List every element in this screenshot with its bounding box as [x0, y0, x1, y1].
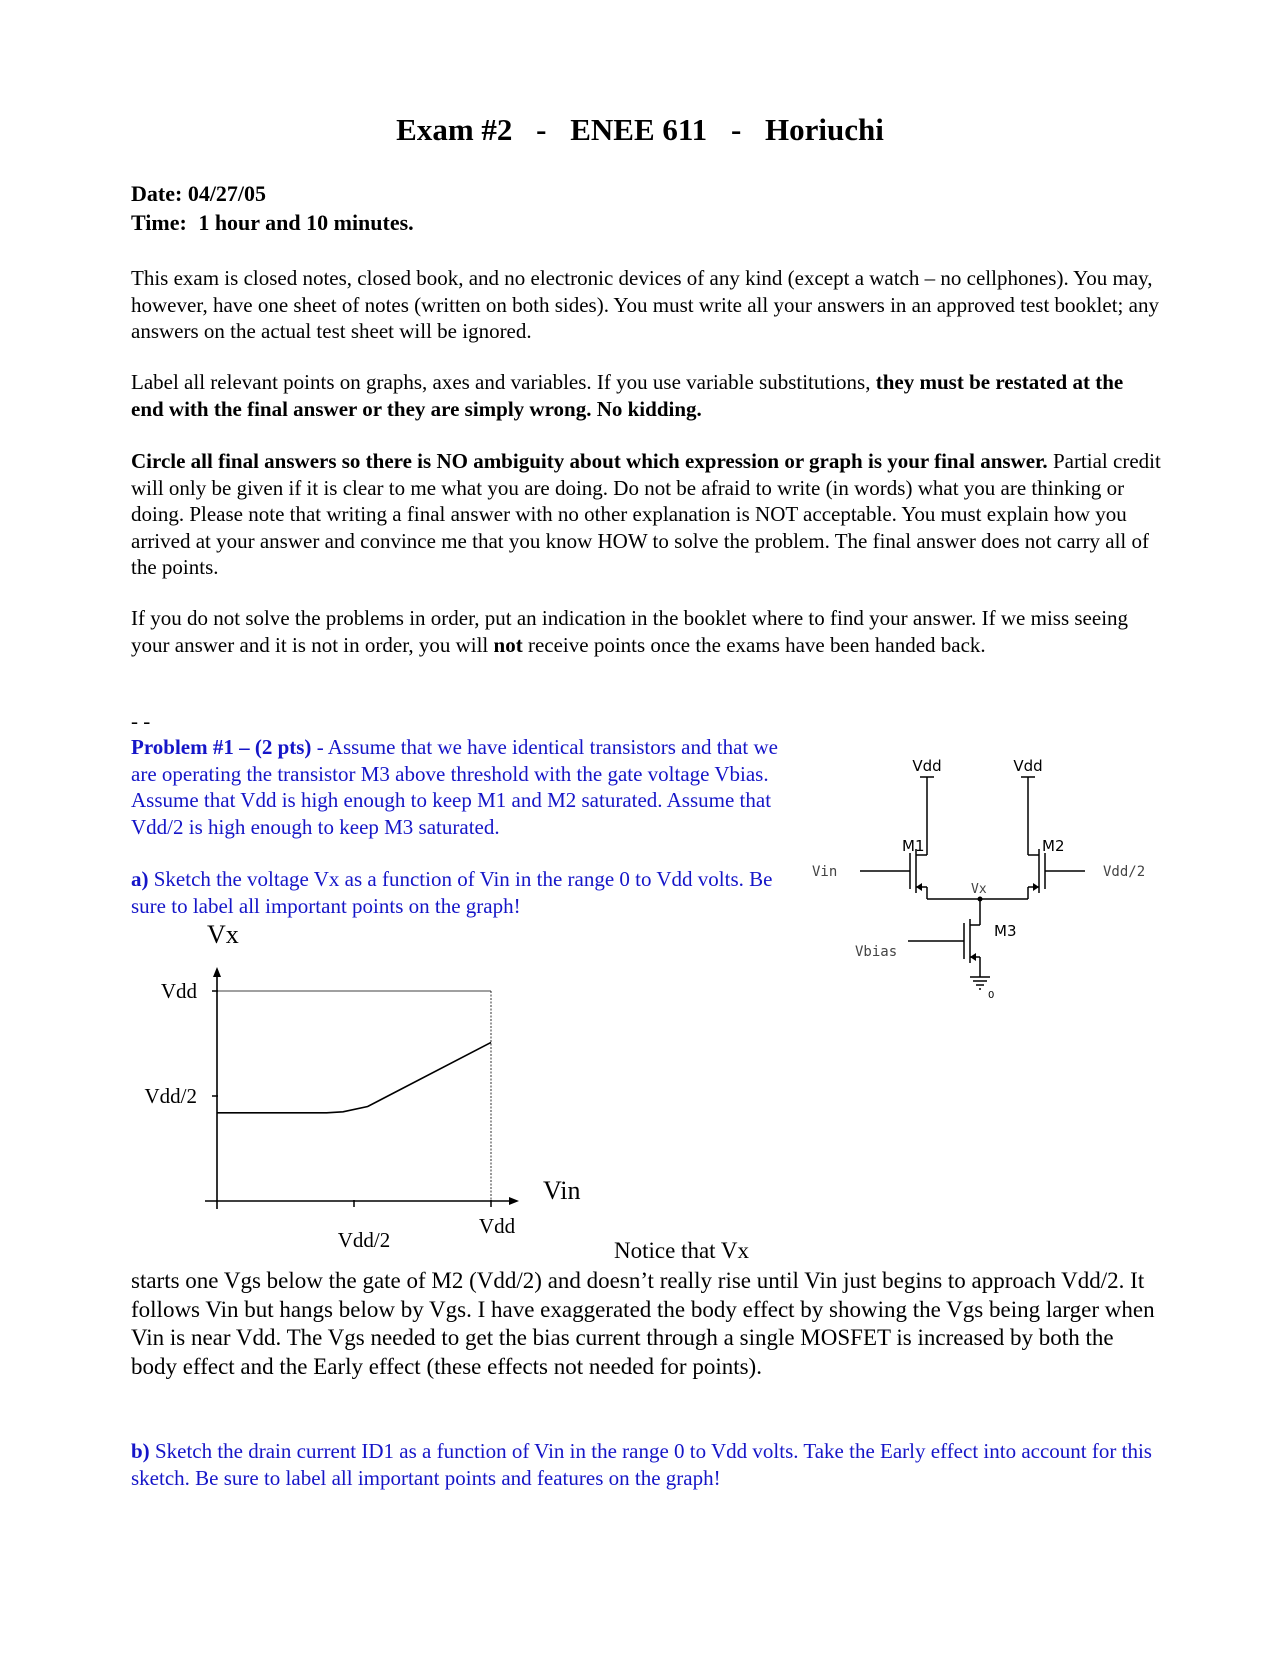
problem-1b-label: b): [131, 1439, 150, 1463]
x-tick-label-vdd-half: Vdd/2: [337, 1228, 391, 1252]
vdd-label-right: Vdd: [1013, 757, 1043, 775]
y-tick-label-vdd-half: Vdd/2: [144, 1084, 197, 1108]
problem-1a-label: a): [131, 867, 149, 891]
exam-meta: [131, 179, 1161, 237]
ground-label: 0: [988, 990, 995, 1001]
y-tick-label-vdd: Vdd: [160, 979, 197, 1003]
m1-label: M1: [902, 837, 925, 855]
m1-source-arrow: [916, 883, 922, 891]
course-code: ENEE 611: [570, 112, 708, 147]
title-separator-1: -: [536, 112, 547, 147]
date-label: Date:: [131, 181, 183, 206]
vin-label: Vin: [812, 864, 838, 880]
title-separator-2: -: [730, 112, 742, 147]
instructions-p4-bold: not: [493, 632, 523, 657]
instructions-p4-a: If you do not solve the problems in order, put an indication in the booklet where to find your answer. If we miss seeing your answer and it is not in order, you will: [131, 606, 1129, 657]
vdd-half-label: Vdd/2: [1103, 864, 1146, 880]
y-axis-arrow: [213, 967, 221, 977]
instructions-paragraph-3: [131, 448, 1161, 581]
section-separator: - -: [131, 709, 151, 733]
m2-label: M2: [1042, 837, 1065, 855]
vx-vs-vin-chart: [125, 925, 595, 1255]
vbias-label: Vbias: [855, 944, 898, 960]
time-label: Time:: [131, 210, 187, 235]
exam-number: Exam #2: [396, 112, 513, 147]
vdd-label-left: Vdd: [912, 757, 942, 775]
x-axis-label: Vin: [543, 1176, 581, 1205]
problem-1b-question: [131, 1438, 1161, 1491]
m3-label: M3: [994, 922, 1017, 940]
x-axis-arrow: [509, 1197, 519, 1205]
time-line: [131, 208, 1161, 237]
m3-source-arrow: [970, 953, 976, 961]
m2-source-arrow: [1033, 883, 1039, 891]
date-value: 04/27/05: [187, 181, 267, 206]
time-value: 1 hour and 10 minutes.: [198, 210, 414, 235]
instructions-p2-normal: Label all relevant points on graphs, axes and variables. If you use variable substitutions,: [131, 370, 871, 394]
instructor-name: Horiuchi: [765, 112, 884, 147]
vx-node-dot: [978, 897, 983, 902]
instructions-p2-bold: they must be restated at the end with the final answer or they are simply wrong. No kidding.: [131, 370, 1124, 421]
problem-1b-text: Sketch the drain current ID1 as a function of Vin in the range 0 to Vdd volts. Take the Early effect into account for this sketch. Be sure to label all important points and features on the graph!: [131, 1439, 1152, 1490]
chart-axes: [205, 975, 511, 1209]
problem-1a-answer: starts one Vgs below the gate of M2 (Vdd/2) and doesn’t really rise until Vin just begins to approach Vdd/2. It follows Vin but hangs below by Vgs. I have exaggerated the body effect by showing the Vgs being larger when Vin is near Vdd. The Vgs needed to get the bias current through a single MOSFET is increased by both the body effect and the Early effect (these effects not needed for points).: [131, 1268, 1155, 1379]
vx-label: Vx: [971, 882, 987, 897]
problem-1-text: - Assume that we have identical transistors and that we are operating the transistor M3 above threshold with the gate voltage Vbias. Assume that Vdd is high enough to keep M1 and M2 saturated. Assume that Vdd/2 is high enough to keep M3 saturated.: [131, 735, 778, 839]
x-tick-label-vdd: Vdd: [478, 1214, 516, 1238]
problem-1a-question: [131, 866, 781, 919]
instructions-paragraph-4: [131, 605, 1161, 658]
problem-1a-text: Sketch the voltage Vx as a function of Vin in the range 0 to Vdd volts. Be sure to label all important points on the graph!: [131, 867, 773, 918]
vx-series-line: [217, 1042, 491, 1112]
circuit-schematic: [800, 745, 1180, 1015]
problem-1-statement: [131, 734, 781, 840]
instructions-p3-bold: Circle all final answers so there is NO ambiguity about which expression or graph is your final answer.: [131, 449, 1048, 473]
instructions-paragraph-2: [131, 369, 1161, 422]
instructions-p4-b: receive points once the exams have been handed back.: [527, 632, 986, 657]
instructions-p3-normal: Partial credit will only be given if it is clear to me what you are doing. Do not be afraid to write (in words) what you are thinking or doing. Please note that writing a final answer with no other explanation is NOT acceptable. You must explain how you arrived at your answer and convince me that you know HOW to solve the problem. The final answer does not carry all of the points.: [131, 449, 1161, 579]
y-axis-label: Vx: [207, 925, 239, 949]
instructions-paragraph-1: This exam is closed notes, closed book, and no electronic devices of any kind (except a watch – no cellphones). You may, however, have one sheet of notes (written on both sides). You must write all your answers in an approved test booklet; any answers on the actual test sheet will be ignored.: [131, 266, 1159, 343]
problem-1-label: Problem #1 – (2 pts): [131, 735, 312, 759]
answer-lead: Notice that Vx: [614, 1238, 749, 1263]
page-title: [0, 112, 1280, 148]
date-line: [131, 179, 1161, 208]
